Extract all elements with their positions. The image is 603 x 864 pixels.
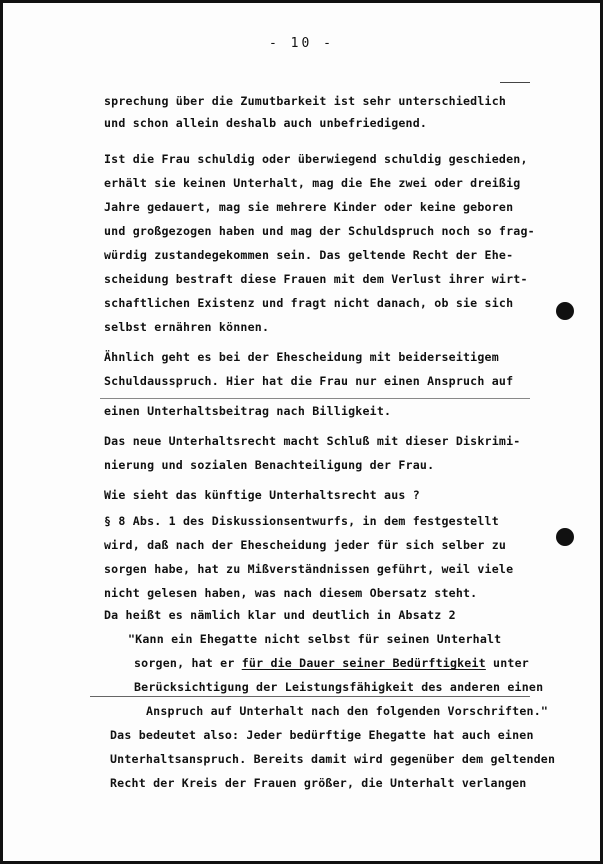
text-line: einen Unterhaltsbeitrag nach Billigkeit. bbox=[104, 404, 392, 418]
quote-line: Berücksichtigung der Leistungsfähigkeit des anderen einen bbox=[134, 680, 544, 694]
text-line: schaftlichen Existenz und fragt nicht danach, ob sie sich bbox=[104, 296, 514, 310]
text-line: Schuldausspruch. Hier hat die Frau nur einen Anspruch auf bbox=[104, 374, 514, 388]
quote-line: sorgen, hat er für die Dauer seiner Bedürftigkeit unter bbox=[134, 656, 529, 670]
scan-artifact-line bbox=[90, 696, 530, 697]
text-line: § 8 Abs. 1 des Diskussionsentwurfs, in dem festgestellt bbox=[104, 514, 499, 528]
text-line: erhält sie keinen Unterhalt, mag die Ehe zwei oder dreißig bbox=[104, 176, 521, 190]
text-line: Wie sieht das künftige Unterhaltsrecht aus ? bbox=[104, 488, 420, 502]
quote-line: Anspruch auf Unterhalt nach den folgenden Vorschriften." bbox=[146, 704, 549, 718]
punch-hole bbox=[556, 302, 574, 320]
text-line: Das neue Unterhaltsrecht macht Schluß mit dieser Diskrimi- bbox=[104, 434, 521, 448]
text-line: scheidung bestraft diese Frauen mit dem Verlust ihrer wirt- bbox=[104, 272, 528, 286]
scan-artifact-line bbox=[500, 82, 530, 83]
quote-line: "Kann ein Ehegatte nicht selbst für seinen Unterhalt bbox=[128, 632, 502, 646]
text-line: und schon allein deshalb auch unbefriedigend. bbox=[104, 116, 428, 130]
text-line: Recht der Kreis der Frauen größer, die Unterhalt verlangen bbox=[110, 776, 527, 790]
text-line: und großgezogen haben und mag der Schuldspruch noch so frag- bbox=[104, 224, 535, 238]
page-number: - 10 - bbox=[269, 36, 334, 51]
text-line: nicht gelesen haben, was nach diesem Obersatz steht. bbox=[104, 586, 478, 600]
text-line: nierung und sozialen Benachteiligung der Frau. bbox=[104, 458, 435, 472]
text-line: Da heißt es nämlich klar und deutlich in Absatz 2 bbox=[104, 608, 456, 622]
text-line: selbst ernähren können. bbox=[104, 320, 270, 334]
underlined-phrase: für die Dauer seiner Bedürftigkeit bbox=[241, 656, 486, 670]
text-line: sprechung über die Zumutbarkeit ist sehr unterschiedlich bbox=[104, 94, 507, 108]
text-line: Jahre gedauert, mag sie mehrere Kinder oder keine geboren bbox=[104, 200, 514, 214]
text-line: wird, daß nach der Ehescheidung jeder für sich selber zu bbox=[104, 538, 507, 552]
text-line: Unterhaltsanspruch. Bereits damit wird gegenüber dem geltenden bbox=[110, 752, 556, 766]
text-line: sorgen habe, hat zu Mißverständnissen geführt, weil viele bbox=[104, 562, 514, 576]
text-line: würdig zustandegekommen sein. Das geltende Recht der Ehe- bbox=[104, 248, 514, 262]
text-line: Ähnlich geht es bei der Ehescheidung mit beiderseitigem bbox=[104, 350, 499, 364]
text-line: Das bedeutet also: Jeder bedürftige Ehegatte hat auch einen bbox=[110, 728, 534, 742]
punch-hole bbox=[556, 528, 574, 546]
scan-artifact-line bbox=[100, 398, 530, 399]
text-line: Ist die Frau schuldig oder überwiegend schuldig geschieden, bbox=[104, 152, 528, 166]
